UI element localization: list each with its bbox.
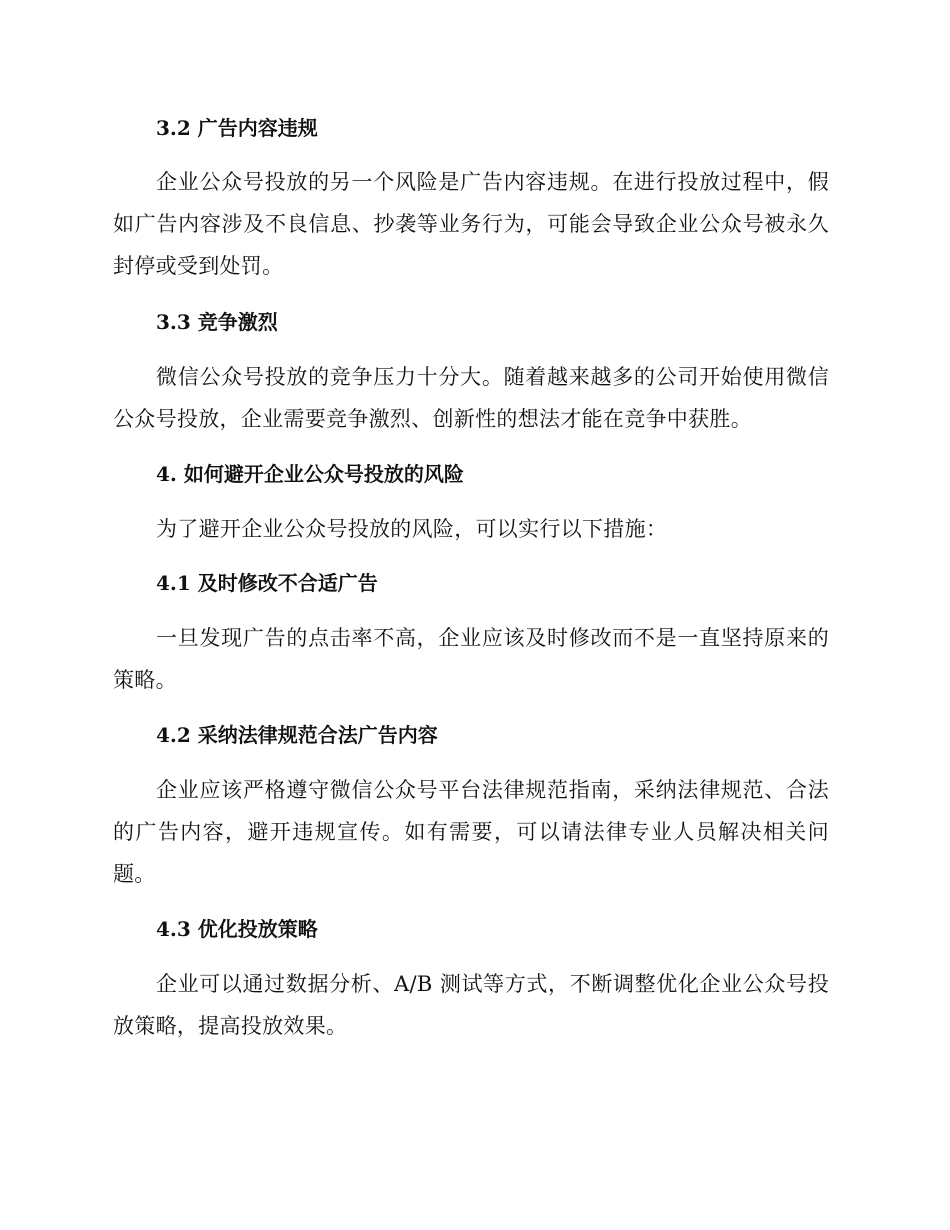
section-paragraph-4-1: 一旦发现广告的点击率不高，企业应该及时修改而不是一直坚持原来的策略。	[113, 626, 829, 692]
section-heading-4-2: 4.2 采纳法律规范合法广告内容	[156, 723, 438, 747]
section-heading-4: 4. 如何避开企业公众号投放的风险	[156, 462, 464, 486]
section-heading-3-2: 3.2 广告内容违规	[156, 116, 318, 140]
section-heading-3-3: 3.3 竞争激烈	[156, 310, 278, 334]
section-paragraph-4-2: 企业应该严格遵守微信公众号平台法律规范指南，采纳法律规范、合法的广告内容，避开违规宣传。如有需要，可以请法律专业人员解决相关问题。	[113, 778, 829, 886]
section-paragraph-4-3: 企业可以通过数据分析、A/B 测试等方式，不断调整优化企业公众号投放策略，提高投放效果。	[113, 972, 829, 1038]
section-heading-4-1: 4.1 及时修改不合适广告	[156, 571, 378, 595]
section-heading-4-3: 4.3 优化投放策略	[156, 917, 318, 941]
section-paragraph-3-3: 微信公众号投放的竞争压力十分大。随着越来越多的公司开始使用微信公众号投放，企业需要竞争激烈、创新性的想法才能在竞争中获胜。	[113, 365, 829, 431]
section-paragraph-4: 为了避开企业公众号投放的风险，可以实行以下措施：	[156, 517, 668, 541]
section-paragraph-3-2: 企业公众号投放的另一个风险是广告内容违规。在进行投放过程中，假如广告内容涉及不良信息、抄袭等业务行为，可能会导致企业公众号被永久封停或受到处罚。	[113, 170, 829, 278]
